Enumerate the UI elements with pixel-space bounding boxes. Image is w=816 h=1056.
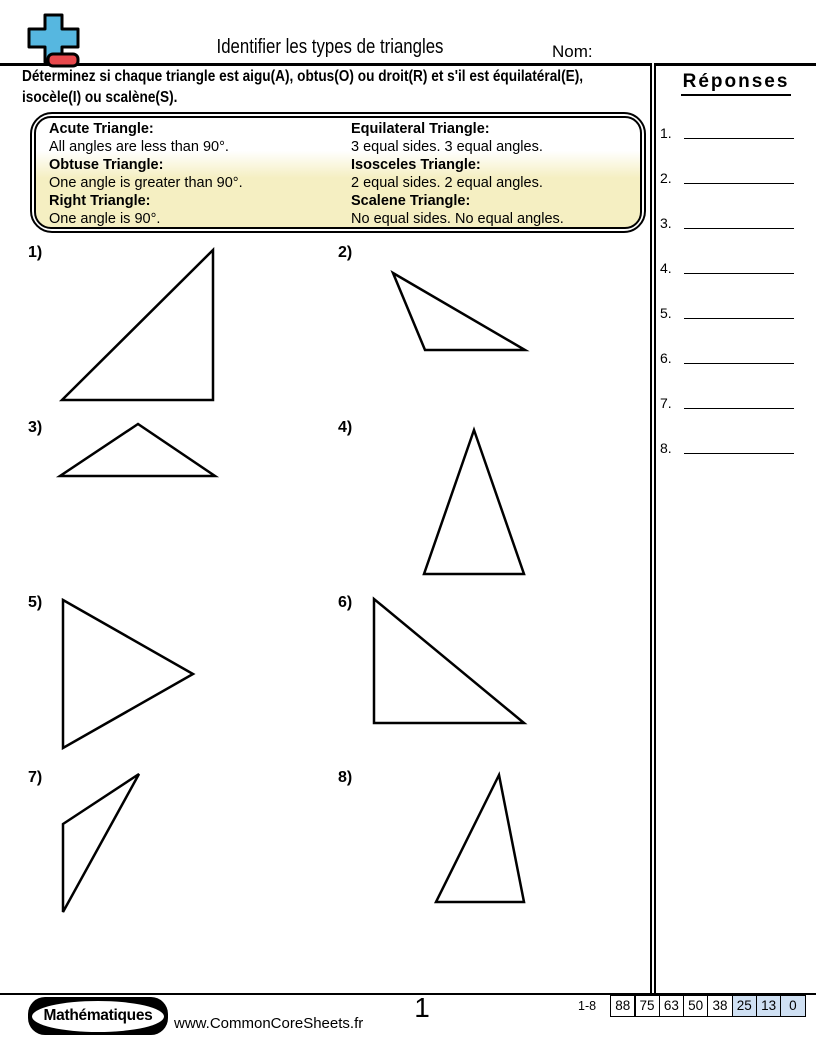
- answer-number: 4.: [660, 260, 672, 276]
- triangle-6: [374, 599, 524, 723]
- definition-desc: All angles are less than 90°.: [49, 139, 229, 155]
- score-cell: 38: [707, 995, 733, 1017]
- score-cell: 50: [683, 995, 709, 1017]
- answer-number: 1.: [660, 125, 672, 141]
- triangle-7: [63, 774, 139, 912]
- question-label-5: 5): [28, 594, 43, 611]
- answers-heading-text: Réponses: [681, 71, 792, 96]
- definitions-box: [30, 112, 646, 233]
- answer-number: 3.: [660, 215, 672, 231]
- triangle-2: [393, 273, 525, 350]
- answer-number: 5.: [660, 305, 672, 321]
- answer-blank-3[interactable]: [684, 228, 794, 229]
- score-cell: 88: [610, 995, 636, 1017]
- score-cell: 63: [659, 995, 685, 1017]
- score-cell: 25: [732, 995, 758, 1017]
- answer-blank-2[interactable]: [684, 183, 794, 184]
- plus-minus-logo: [14, 12, 98, 68]
- question-label-4: 4): [338, 419, 353, 436]
- answer-blank-7[interactable]: [684, 408, 794, 409]
- triangle-1: [62, 250, 213, 400]
- triangle-5: [63, 600, 193, 748]
- score-cell: 75: [634, 995, 660, 1017]
- website-link[interactable]: www.CommonCoreSheets.fr: [174, 1015, 364, 1032]
- definition-term: Isosceles Triangle:: [351, 157, 481, 173]
- name-label: Nom:: [552, 42, 593, 61]
- score-cell: 0: [780, 995, 806, 1017]
- definitions-box-inner: [34, 116, 642, 229]
- triangle-8: [436, 775, 524, 902]
- question-label-2: 2): [338, 244, 353, 261]
- minus-icon: [48, 54, 78, 66]
- answer-number: 7.: [660, 395, 672, 411]
- answer-row-3: [658, 211, 808, 229]
- answer-row-5: [658, 301, 808, 319]
- instructions-line1: Déterminez si chaque triangle est aigu(A), obtus(O) ou droit(R) et s'il est équilatéral(E),: [22, 68, 584, 85]
- definition-desc: One angle is 90°.: [49, 211, 161, 227]
- answers-heading: [658, 71, 814, 93]
- triangle-4: [424, 430, 524, 574]
- brand-name: Mathématiques: [32, 1001, 164, 1032]
- brand-badge: [28, 997, 168, 1035]
- definition-term: Equilateral Triangle:: [351, 121, 490, 137]
- question-label-7: 7): [28, 769, 43, 786]
- answer-row-6: [658, 346, 808, 364]
- answer-blank-5[interactable]: [684, 318, 794, 319]
- definition-term: Right Triangle:: [49, 193, 151, 209]
- answer-row-1: [658, 121, 808, 139]
- question-label-3: 3): [28, 419, 43, 436]
- question-label-6: 6): [338, 594, 353, 611]
- header-divider: [0, 63, 816, 66]
- sidebar-divider: [650, 63, 656, 994]
- answer-row-2: [658, 166, 808, 184]
- score-table: [610, 995, 806, 1017]
- definition-desc: No equal sides. No equal angles.: [351, 211, 564, 227]
- score-cell: 13: [756, 995, 782, 1017]
- answer-number: 6.: [660, 350, 672, 366]
- answer-blank-8[interactable]: [684, 453, 794, 454]
- question-label-1: 1): [28, 244, 43, 261]
- definition-desc: One angle is greater than 90°.: [49, 175, 243, 191]
- definition-term: Acute Triangle:: [49, 121, 154, 137]
- definition-desc: 3 equal sides. 3 equal angles.: [351, 139, 543, 155]
- definition-term: Scalene Triangle:: [351, 193, 471, 209]
- answer-row-8: [658, 436, 808, 454]
- answer-number: 8.: [660, 440, 672, 456]
- answer-blank-6[interactable]: [684, 363, 794, 364]
- triangle-3: [60, 424, 215, 476]
- answer-row-7: [658, 391, 808, 409]
- page-title: Identifier les types de triangles: [216, 36, 444, 58]
- question-label-8: 8): [338, 769, 353, 786]
- page-number: 1: [414, 992, 430, 1023]
- answer-blank-1[interactable]: [684, 138, 794, 139]
- definition-term: Obtuse Triangle:: [49, 157, 164, 173]
- score-range-label: 1-8: [578, 999, 597, 1013]
- answer-number: 2.: [660, 170, 672, 186]
- definitions-left-column: [49, 120, 351, 227]
- answer-row-4: [658, 256, 808, 274]
- definitions-right-column: [351, 120, 564, 227]
- answer-blank-4[interactable]: [684, 273, 794, 274]
- instructions-line2: isocèle(I) ou scalène(S).: [22, 89, 178, 106]
- definition-desc: 2 equal sides. 2 equal angles.: [351, 175, 543, 191]
